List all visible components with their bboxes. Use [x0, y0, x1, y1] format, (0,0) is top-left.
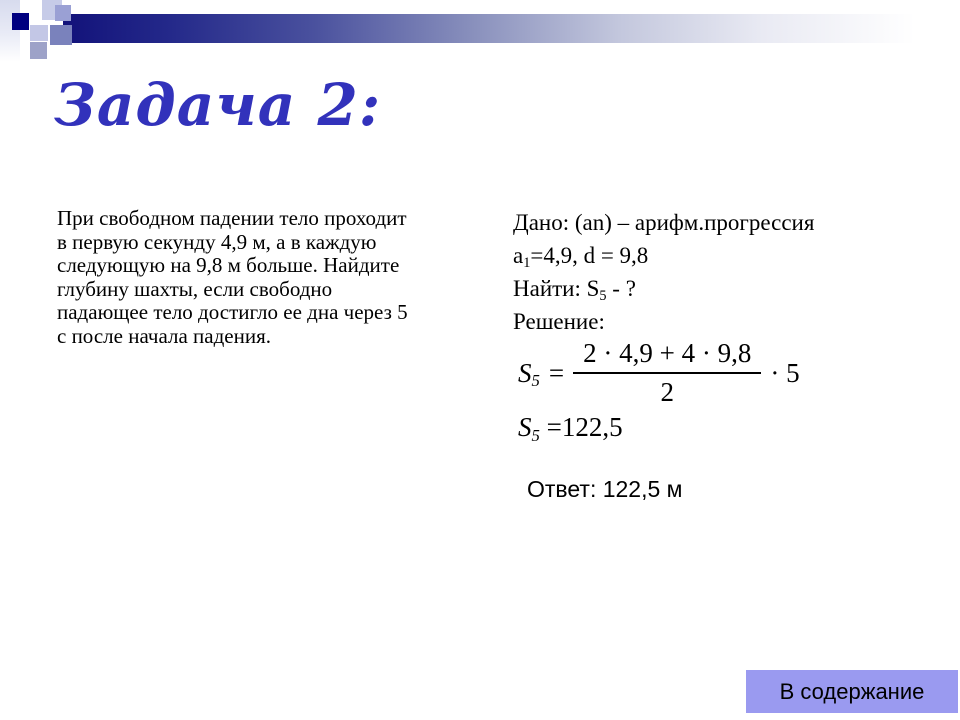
result-value: =122,5: [539, 412, 623, 442]
given-block: [513, 206, 933, 338]
result-variable: S: [518, 412, 532, 442]
problem-line: глубину шахты, если свободно: [57, 276, 333, 301]
given-values: =4,9, d = 9,8: [530, 243, 649, 268]
given-var-subscript: 1: [523, 254, 531, 271]
fraction-numerator: 2 · 4,9 + 4 · 9,8: [573, 338, 761, 374]
find-subscript: 5: [599, 287, 607, 304]
deco-square-mid-top: [55, 5, 71, 21]
header-gradient-strip: [0, 0, 20, 62]
problem-line: следующую на 9,8 м больше. Найдите: [57, 253, 400, 277]
given-line: Дано: (an) – арифм.прогрессия: [513, 210, 815, 235]
equation-subscript: 5: [531, 371, 540, 391]
given-values-line: [513, 239, 933, 272]
fraction: [573, 338, 761, 408]
deco-square-gray: [30, 42, 47, 59]
deco-square-slate: [50, 25, 72, 45]
multiplier: · 5: [770, 357, 800, 388]
find-line: [513, 272, 933, 305]
problem-line: падающее тело достигло ее дна через 5: [57, 300, 408, 324]
deco-square-navy: [12, 13, 29, 30]
page-title: Задача 2:: [54, 71, 382, 139]
find-label: Найти: S: [513, 276, 600, 301]
solution-label: Решение:: [513, 309, 605, 334]
result-subscript: 5: [531, 425, 540, 445]
find-question: - ?: [606, 276, 636, 301]
problem-line: в первую секунду 4,9 м, а в каждую: [57, 229, 377, 254]
to-contents-button[interactable]: В содержание: [746, 670, 958, 713]
equation-lhs: [518, 358, 540, 389]
equation-variable: S: [518, 357, 532, 388]
header-gradient-bar: [63, 14, 960, 43]
deco-square-light: [30, 25, 48, 41]
problem-text: [57, 207, 477, 348]
given-var: a: [513, 243, 524, 268]
equals-sign: =: [548, 357, 565, 388]
equation: [518, 338, 800, 408]
answer-text: Ответ: 122,5 м: [527, 476, 683, 502]
equation-result: [518, 412, 623, 443]
problem-line: При свободном падении тело проходит: [57, 206, 407, 230]
fraction-denominator: 2: [660, 377, 674, 407]
problem-line: с после начала падения.: [57, 323, 271, 348]
